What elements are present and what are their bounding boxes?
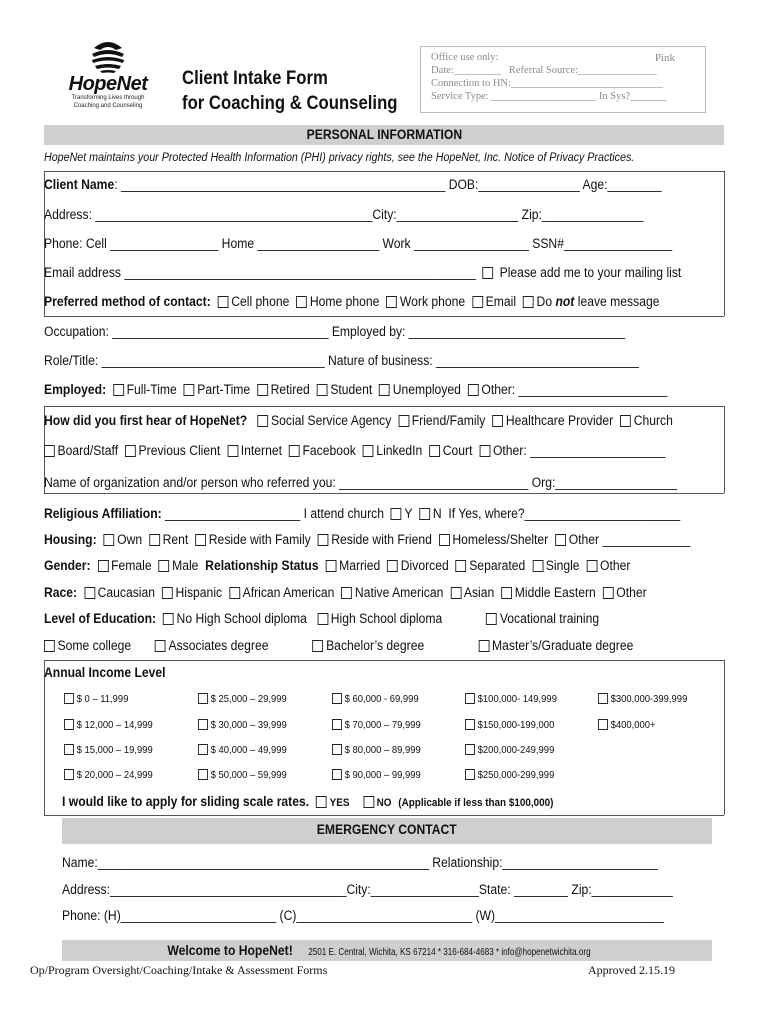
- heard-option-label: Church: [633, 413, 673, 428]
- education-hs-checkbox[interactable]: [317, 613, 328, 625]
- housing-other-field[interactable]: Other _____________: [568, 532, 691, 547]
- office-referral-field[interactable]: Referral Source:_______________: [508, 65, 657, 76]
- address-field[interactable]: Address: _________________________________________City:__________________ Zip:_______________: [44, 207, 644, 222]
- relationship-label: Relationship Status: [205, 558, 319, 573]
- income-label: Annual Income Level: [44, 665, 166, 680]
- contact-option-label: Email: [485, 294, 517, 309]
- housing-family-checkbox[interactable]: [195, 534, 206, 546]
- employed-parttime-checkbox[interactable]: [184, 384, 195, 396]
- heard-option-label: Facebook: [302, 443, 356, 458]
- income-checkbox[interactable]: [332, 744, 342, 755]
- race-option-label: Middle Eastern: [514, 585, 596, 600]
- income-option: [64, 719, 153, 731]
- phone-field[interactable]: Phone: Cell ________________ Home __________________ Work _________________ SSN#________________: [44, 236, 673, 251]
- income-checkbox[interactable]: [465, 769, 475, 780]
- income-option-label: $ 15,000 – 19,999: [76, 744, 153, 756]
- contact-option-label: leave message: [574, 294, 660, 309]
- housing-other-checkbox[interactable]: [555, 534, 566, 546]
- sliding-yes-label: YES: [329, 797, 350, 809]
- relationship-option-label: Other: [600, 558, 631, 573]
- heard-option-label: Friend/Family: [411, 413, 486, 428]
- gender-option-label: Female: [111, 558, 152, 573]
- heard-board-staff-checkbox[interactable]: [44, 445, 55, 457]
- heard-linkedin-checkbox[interactable]: [363, 445, 374, 457]
- email-field[interactable]: Email address ____________________________________________________: [44, 265, 476, 280]
- income-option: [465, 693, 557, 705]
- income-option: [598, 693, 687, 705]
- income-option-label: $ 60,000 - 69,999: [344, 693, 419, 705]
- employed-option-label: Retired: [270, 382, 310, 397]
- heard-court-checkbox[interactable]: [429, 445, 440, 457]
- contact-option-label: Work phone: [399, 294, 466, 309]
- race-asian-checkbox[interactable]: [450, 587, 461, 599]
- relationship-married-checkbox[interactable]: [326, 560, 337, 572]
- education-option-label: No High School diploma: [176, 611, 307, 626]
- church-no-checkbox[interactable]: [419, 508, 430, 520]
- relationship-single-checkbox[interactable]: [532, 560, 543, 572]
- logo-name: HopeNet: [68, 73, 148, 95]
- heard-label: How did you first hear of HopeNet?: [44, 413, 248, 428]
- income-option-label: $200,000-249,999: [477, 744, 555, 756]
- income-option-label: $400,000+: [610, 719, 656, 731]
- income-option: [198, 769, 287, 781]
- race-hispanic-checkbox[interactable]: [162, 587, 173, 599]
- housing-row: [44, 531, 690, 549]
- logo-tagline: Coaching and Counseling: [73, 103, 143, 109]
- employed-option-label: Part-Time: [197, 382, 251, 397]
- logo-tagline: Transforming Lives through: [71, 95, 145, 101]
- education-masters-checkbox[interactable]: [478, 640, 489, 652]
- heard-other-checkbox[interactable]: [479, 445, 490, 457]
- heard-option-label: Healthcare Provider: [505, 413, 614, 428]
- housing-option-label: Rent: [162, 532, 189, 547]
- race-option-label: African American: [242, 585, 335, 600]
- sliding-no-checkbox[interactable]: [363, 796, 374, 808]
- race-other-checkbox[interactable]: [603, 587, 614, 599]
- hopenet-emblem-icon: [86, 38, 130, 74]
- form-title: [182, 66, 398, 116]
- employed-student-checkbox[interactable]: [317, 384, 328, 396]
- emergency-address-field[interactable]: Address:___________________________________City:________________State: ________ Zip:____________: [62, 882, 673, 897]
- relationship-divorced-checkbox[interactable]: [387, 560, 398, 572]
- income-option-label: $ 90,000 – 99,999: [344, 769, 421, 781]
- income-option: [64, 769, 153, 781]
- employed-option-label: Full-Time: [126, 382, 177, 397]
- religious-field[interactable]: ____________________ I attend church: [161, 506, 384, 521]
- email-row: [44, 264, 681, 282]
- heard-row-1: [44, 412, 673, 430]
- education-no-hs-checkbox[interactable]: [163, 613, 174, 625]
- heard-other-field[interactable]: Other: ____________________: [492, 443, 666, 458]
- sliding-note: (Applicable if less than $100,000): [398, 797, 554, 809]
- employed-other-field[interactable]: Other: ______________________: [481, 382, 668, 397]
- education-option-label: Master’s/Graduate degree: [491, 638, 634, 653]
- office-pink-label: Pink: [654, 52, 675, 64]
- church-no-label: N: [432, 506, 442, 521]
- referrer-field[interactable]: Name of organization and/or person who referred you: ____________________________ Org:__________________: [44, 475, 677, 490]
- income-option: [198, 693, 287, 705]
- income-checkbox[interactable]: [598, 719, 608, 730]
- race-middle-eastern-checkbox[interactable]: [501, 587, 512, 599]
- housing-option-label: Reside with Family: [208, 532, 311, 547]
- income-option-label: $150,000-199,000: [477, 719, 555, 731]
- income-checkbox[interactable]: [198, 693, 208, 704]
- income-option-label: $300,000-399,999: [610, 693, 688, 705]
- income-option: [332, 744, 421, 756]
- housing-rent-checkbox[interactable]: [149, 534, 160, 546]
- contact-option-label: Cell phone: [231, 294, 290, 309]
- race-row: [44, 584, 647, 602]
- income-option-label: $ 25,000 – 29,999: [210, 693, 287, 705]
- client-name-row[interactable]: [44, 176, 662, 194]
- contact-email-checkbox[interactable]: [472, 296, 483, 308]
- heard-option-label: Previous Client: [138, 443, 221, 458]
- income-option: [465, 744, 554, 756]
- income-option: [465, 769, 554, 781]
- gender-label: Gender:: [44, 558, 91, 573]
- relationship-option-label: Married: [339, 558, 381, 573]
- income-checkbox[interactable]: [332, 719, 342, 730]
- race-option-label: Other: [616, 585, 647, 600]
- contact-option-label: Home phone: [309, 294, 380, 309]
- education-option-label: Associates degree: [168, 638, 269, 653]
- contact-not-emphasis: not: [555, 294, 575, 309]
- gender-row: [44, 557, 630, 575]
- welcome-title: Welcome to HopeNet!: [167, 943, 293, 958]
- contact-method-label: Preferred method of contact:: [44, 294, 211, 309]
- income-checkbox[interactable]: [64, 719, 74, 730]
- welcome-bar: [62, 940, 712, 961]
- church-yes-label: Y: [404, 506, 413, 521]
- income-checkbox[interactable]: [465, 693, 475, 704]
- contact-work-checkbox[interactable]: [386, 296, 397, 308]
- welcome-address: 2501 E. Central, Wichita, KS 67214 * 316-684-4683 * info@hopenetwichita.org: [308, 947, 591, 958]
- sliding-yes-checkbox[interactable]: [316, 796, 327, 808]
- heard-friend-family-checkbox[interactable]: [398, 415, 409, 427]
- education-vocational-checkbox[interactable]: [486, 613, 497, 625]
- income-checkbox[interactable]: [64, 769, 74, 780]
- race-option-label: Hispanic: [175, 585, 223, 600]
- relationship-option-label: Single: [545, 558, 580, 573]
- income-checkbox[interactable]: [598, 693, 608, 704]
- income-option-label: $ 12,000 – 14,999: [76, 719, 153, 731]
- contact-option-label: Do: [536, 294, 556, 309]
- income-checkbox[interactable]: [332, 693, 342, 704]
- office-date-row: [431, 64, 695, 77]
- income-option: [198, 719, 287, 731]
- emergency-contact-heading: EMERGENCY CONTACT: [62, 818, 712, 844]
- office-connection-field[interactable]: Connection to HN:_____________________________: [431, 78, 664, 89]
- hopenet-logo: [60, 38, 156, 122]
- race-option-label: Caucasian: [97, 585, 156, 600]
- heard-healthcare-checkbox[interactable]: [492, 415, 503, 427]
- race-african-american-checkbox[interactable]: [229, 587, 240, 599]
- religious-row: [44, 505, 680, 523]
- form-title-line1: Client Intake Form: [182, 68, 328, 89]
- housing-option-label: Reside with Friend: [331, 532, 432, 547]
- education-option-label: Bachelor’s degree: [326, 638, 425, 653]
- footer-form-path: Op/Program Oversight/Coaching/Intake & Assessment Forms: [30, 963, 328, 977]
- income-checkbox[interactable]: [64, 744, 74, 755]
- gender-female-checkbox[interactable]: [98, 560, 109, 572]
- client-name-field[interactable]: : ________________________________________________ DOB:_______________ Age:________: [114, 177, 662, 192]
- church-yes-checkbox[interactable]: [391, 508, 402, 520]
- income-option: [332, 769, 421, 781]
- education-option-label: Vocational training: [499, 611, 600, 626]
- income-option: [64, 693, 128, 705]
- heard-option-label: Board/Staff: [57, 443, 119, 458]
- housing-own-checkbox[interactable]: [104, 534, 115, 546]
- office-use-label: Office use only:: [431, 52, 499, 63]
- housing-label: Housing:: [44, 532, 97, 547]
- office-service-field[interactable]: Service Type: ____________________ In Sys?_______: [431, 91, 667, 102]
- income-option: [198, 744, 287, 756]
- relationship-option-label: Divorced: [400, 558, 449, 573]
- church-where-field[interactable]: If Yes, where?_______________________: [448, 506, 681, 521]
- housing-friend-checkbox[interactable]: [318, 534, 329, 546]
- income-checkbox[interactable]: [332, 769, 342, 780]
- heard-option-label: Social Service Agency: [271, 413, 392, 428]
- office-date-field[interactable]: Date:_________: [431, 65, 501, 76]
- employed-other-checkbox[interactable]: [468, 384, 479, 396]
- income-checkbox[interactable]: [465, 719, 475, 730]
- income-option: [332, 693, 419, 705]
- income-checkbox[interactable]: [198, 719, 208, 730]
- employed-unemployed-checkbox[interactable]: [379, 384, 390, 396]
- contact-home-checkbox[interactable]: [296, 296, 307, 308]
- income-option: [64, 744, 153, 756]
- income-option-label: $100,000- 149,999: [477, 693, 557, 705]
- income-checkbox[interactable]: [465, 744, 475, 755]
- education-row-1: [44, 610, 599, 628]
- education-some-college-checkbox[interactable]: [44, 640, 55, 652]
- income-option-label: $ 30,000 – 39,999: [210, 719, 287, 731]
- housing-option-label: Own: [117, 532, 143, 547]
- form-title-line2: for Coaching & Counseling: [182, 93, 398, 114]
- income-checkbox[interactable]: [64, 693, 74, 704]
- education-option-label: High School diploma: [330, 611, 443, 626]
- contact-do-not-leave-checkbox[interactable]: [523, 296, 534, 308]
- education-label: Level of Education:: [44, 611, 157, 626]
- race-label: Race:: [44, 585, 78, 600]
- mailing-list-checkbox[interactable]: [483, 267, 494, 279]
- heard-option-label: Internet: [240, 443, 282, 458]
- housing-option-label: Homeless/Shelter: [452, 532, 549, 547]
- heard-option-label: LinkedIn: [376, 443, 423, 458]
- heard-facebook-checkbox[interactable]: [289, 445, 300, 457]
- heard-social-service-checkbox[interactable]: [258, 415, 269, 427]
- contact-cell-checkbox[interactable]: [218, 296, 229, 308]
- education-bachelors-checkbox[interactable]: [313, 640, 324, 652]
- employed-option-label: Student: [330, 382, 373, 397]
- income-checkbox[interactable]: [198, 744, 208, 755]
- income-checkbox[interactable]: [198, 769, 208, 780]
- relationship-separated-checkbox[interactable]: [456, 560, 467, 572]
- relationship-option-label: Separated: [469, 558, 526, 573]
- occupation-field[interactable]: Occupation: ________________________________ Employed by: ________________________________: [44, 324, 626, 339]
- footer-approved: Approved 2.15.19: [588, 963, 675, 977]
- emergency-name-field[interactable]: Name:_________________________________________________ Relationship:_______________________: [62, 855, 658, 870]
- employed-option-label: Unemployed: [392, 382, 461, 397]
- role-field[interactable]: Role/Title: _________________________________ Nature of business: ______________________________: [44, 353, 639, 368]
- housing-homeless-checkbox[interactable]: [439, 534, 450, 546]
- income-option-label: $250,000-299,999: [477, 769, 555, 781]
- sliding-no-label: NO: [376, 797, 392, 809]
- education-option-label: Some college: [57, 638, 132, 653]
- office-use-box: [420, 46, 706, 113]
- phi-notice: HopeNet maintains your Protected Health Information (PHI) privacy rights, see the HopeNet, Inc. Notice of Privacy Practices.: [44, 152, 635, 164]
- race-caucasian-checkbox[interactable]: [84, 587, 95, 599]
- contact-method-row: [44, 293, 659, 311]
- gender-option-label: Male: [172, 558, 199, 573]
- personal-info-heading: PERSONAL INFORMATION: [44, 125, 724, 145]
- income-option-label: $ 40,000 – 49,999: [210, 744, 287, 756]
- income-option: [332, 719, 421, 731]
- employed-row: [44, 381, 667, 399]
- education-row-2: [44, 637, 633, 655]
- race-option-label: Asian: [463, 585, 495, 600]
- emergency-phone-field[interactable]: Phone: (H)_______________________ (C)__________________________ (W)_________________________: [62, 908, 664, 923]
- income-option: [598, 719, 656, 731]
- heard-previous-client-checkbox[interactable]: [125, 445, 136, 457]
- employed-retired-checkbox[interactable]: [257, 384, 268, 396]
- relationship-other-checkbox[interactable]: [587, 560, 598, 572]
- income-option-label: $ 80,000 – 89,999: [344, 744, 421, 756]
- sliding-scale-row: [62, 793, 553, 812]
- client-name-label: Client Name: [44, 177, 115, 192]
- heard-church-checkbox[interactable]: [620, 415, 631, 427]
- employed-label: Employed:: [44, 382, 107, 397]
- education-associates-checkbox[interactable]: [155, 640, 166, 652]
- heard-internet-checkbox[interactable]: [227, 445, 238, 457]
- income-option-label: $ 70,000 – 79,999: [344, 719, 421, 731]
- race-native-american-checkbox[interactable]: [341, 587, 352, 599]
- sliding-scale-label: I would like to apply for sliding scale rates.: [62, 794, 310, 809]
- income-option: [465, 719, 554, 731]
- heard-option-label: Court: [442, 443, 473, 458]
- heard-row-2: [44, 442, 665, 460]
- employed-fulltime-checkbox[interactable]: [113, 384, 124, 396]
- income-option-label: $ 50,000 – 59,999: [210, 769, 287, 781]
- race-option-label: Native American: [354, 585, 444, 600]
- income-option-label: $ 20,000 – 24,999: [76, 769, 153, 781]
- mailing-list-label: Please add me to your mailing list: [499, 265, 682, 280]
- gender-male-checkbox[interactable]: [159, 560, 170, 572]
- religious-label: Religious Affiliation:: [44, 506, 162, 521]
- income-option-label: $ 0 – 11,999: [76, 693, 129, 705]
